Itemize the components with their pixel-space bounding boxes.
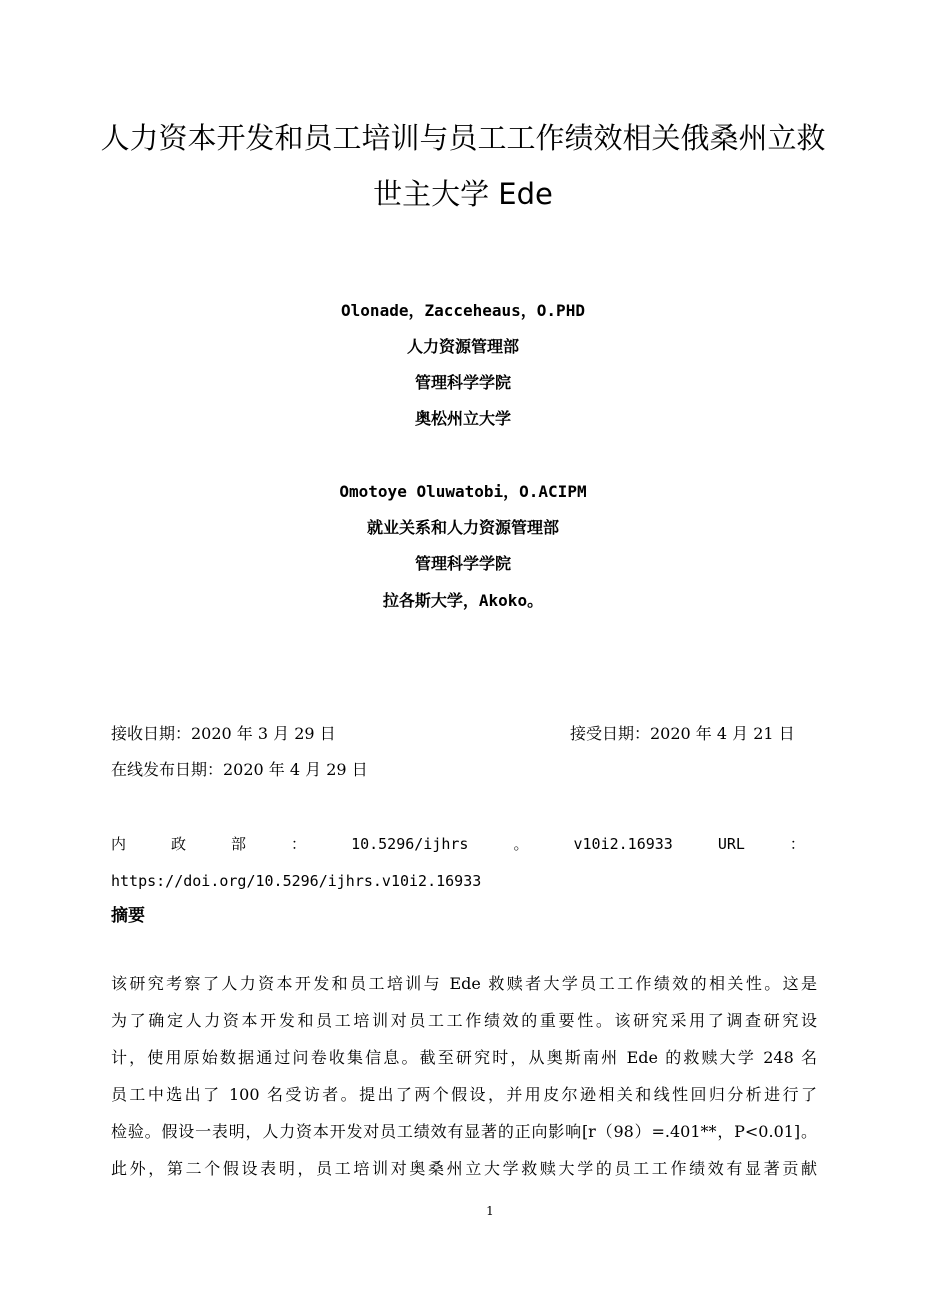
abstract-line: 为了确定人力资本开发和员工培训对员工工作绩效的重要性。该研究采用了调查研究设: [111, 1011, 817, 1030]
author-1-university: 奥松州立大学: [414, 409, 511, 428]
published-date: 在线发布日期：2020 年 4 月 29 日: [111, 760, 368, 779]
doi-part: 10.5296/ijhrs: [351, 835, 469, 853]
doi-row: [111, 834, 805, 854]
abstract-line: 该研究考察了人力资本开发和员工培训与 Ede 救赎者大学员工工作绩效的相关性。这是: [111, 974, 817, 993]
paper-title-line-1: 人力资本开发和员工培训与员工工作绩效相关俄桑州立救: [100, 121, 826, 155]
abstract-line: 员工中选出了 100 名受访者。提出了两个假设，并用皮尔逊相关和线性回归分析进行了: [111, 1085, 817, 1104]
abstract-line: 计，使用原始数据通过问卷收集信息。截至研究时，从奥斯南州 Ede 的救赎大学 248 名: [111, 1048, 817, 1067]
doi-part: v10i2.16933: [573, 835, 673, 853]
doi-part: 。: [513, 835, 529, 853]
doi-part: URL: [717, 835, 745, 853]
author-2-faculty: 管理科学学院: [414, 554, 511, 573]
author-1-name: Olonade，Zacceheaus，O.PHD: [341, 301, 585, 320]
doi-part: ：: [291, 835, 307, 853]
doi-url-link[interactable]: https://doi.org/10.5296/ijhrs.v10i2.16933: [111, 872, 482, 890]
doi-part: ：: [789, 835, 805, 853]
doi-part: 政: [171, 835, 187, 853]
author-2-name: Omotoye Oluwatobi，O.ACIPM: [339, 482, 587, 501]
received-date: 接收日期：2020 年 3 月 29 日: [111, 724, 336, 743]
author-1-department: 人力资源管理部: [406, 337, 519, 356]
author-1-faculty: 管理科学学院: [414, 373, 511, 392]
abstract-line: 此外，第二个假设表明，员工培训对奥桑州立大学救赎大学的员工工作绩效有显著贡献: [111, 1159, 817, 1178]
paper-title-line-2: 世主大学 Ede: [373, 177, 553, 211]
abstract-line: 检验。假设一表明，人力资本开发对员工绩效有显著的正向影响[r（98）=.401**，P<0.01]。: [111, 1122, 817, 1141]
author-2-department: 就业关系和人力资源管理部: [366, 518, 559, 537]
page-number: 1: [486, 1204, 494, 1218]
abstract-heading: 摘要: [111, 906, 145, 926]
author-2-university: 拉各斯大学，Akoko。: [382, 591, 544, 610]
doi-part: 部: [231, 835, 247, 853]
doi-part: 内: [111, 835, 127, 853]
accepted-date: 接受日期：2020 年 4 月 21 日: [570, 724, 795, 743]
